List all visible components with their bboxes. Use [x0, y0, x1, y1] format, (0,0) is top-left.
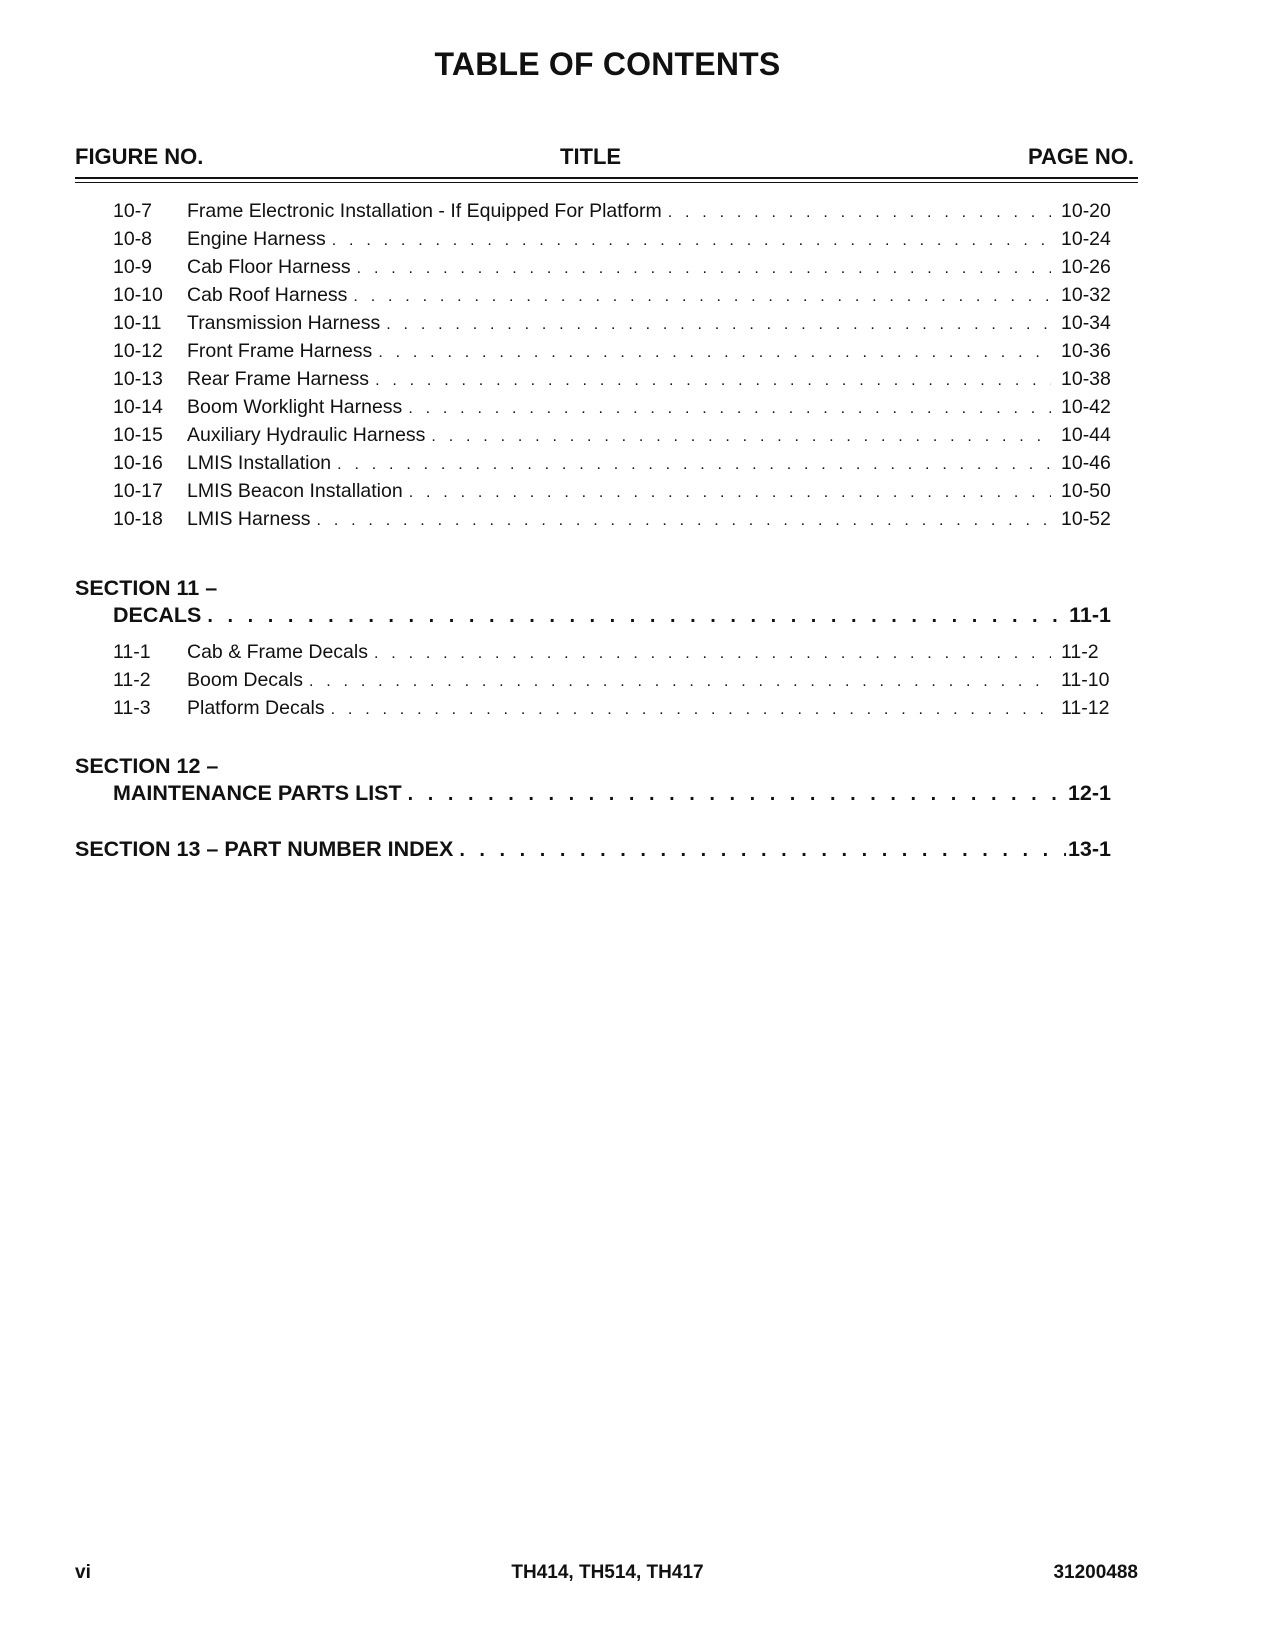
figure-title: Frame Electronic Installation - If Equipped For Platform [187, 200, 662, 222]
dot-leader [331, 701, 1051, 719]
toc-figure-row[interactable] [113, 284, 1123, 310]
figure-number: 10-9 [113, 256, 153, 278]
dot-leader [408, 400, 1051, 418]
figure-number: 10-13 [113, 368, 163, 390]
section-12-entry[interactable] [113, 781, 1111, 806]
footer-model-list: TH414, TH514, TH417 [511, 1562, 704, 1583]
figure-number: 10-10 [113, 284, 163, 306]
figure-page: 10-52 [1061, 508, 1111, 530]
header-rule-thin [75, 182, 1138, 183]
column-header-title: TITLE [560, 144, 622, 169]
dot-leader [409, 484, 1051, 502]
section-11-label: SECTION 11 – [75, 576, 218, 600]
figure-number: 10-12 [113, 340, 163, 362]
figure-title: Auxiliary Hydraulic Harness [187, 424, 426, 446]
figure-number: 10-17 [113, 480, 163, 502]
toc-figure-row[interactable] [113, 452, 1123, 478]
toc-figure-row[interactable] [113, 200, 1123, 226]
figure-page: 10-24 [1061, 228, 1111, 250]
figure-page: 10-44 [1061, 424, 1111, 446]
dot-leader [668, 204, 1051, 222]
figure-page: 10-46 [1061, 452, 1111, 474]
footer-page-number: vi [75, 1562, 91, 1583]
figure-page: 10-32 [1061, 284, 1111, 306]
figure-title: Front Frame Harness [187, 340, 373, 362]
toc-figure-row[interactable] [113, 228, 1123, 254]
column-header-page-no: PAGE NO. [1028, 144, 1134, 169]
toc-figure-row[interactable] [113, 396, 1123, 422]
dot-leader [317, 512, 1051, 530]
dot-leader [353, 288, 1051, 306]
section-12-title: MAINTENANCE PARTS LIST [113, 781, 402, 805]
toc-figure-row[interactable] [113, 312, 1123, 338]
figure-page: 10-20 [1061, 200, 1111, 222]
figure-number: 10-15 [113, 424, 163, 446]
toc-figure-row[interactable] [113, 340, 1123, 366]
figure-title: Boom Decals [187, 669, 303, 691]
dot-leader [408, 783, 1066, 806]
dot-leader [459, 839, 1066, 862]
dot-leader [374, 645, 1051, 663]
dot-leader [378, 344, 1051, 362]
figure-number: 10-8 [113, 228, 153, 250]
figure-page: 11-2 [1061, 641, 1099, 663]
figure-number: 10-18 [113, 508, 163, 530]
dot-leader [337, 456, 1051, 474]
section-13-entry[interactable] [75, 837, 1111, 862]
dot-leader [386, 316, 1051, 334]
figure-title: Transmission Harness [187, 312, 381, 334]
toc-figure-row[interactable] [113, 256, 1123, 282]
figure-page: 11-12 [1061, 697, 1110, 719]
toc-figure-row[interactable] [113, 697, 1123, 723]
footer-document-number: 31200488 [1053, 1562, 1138, 1583]
figure-page: 10-38 [1061, 368, 1111, 390]
section-11-page: 11-1 [1069, 603, 1111, 627]
figure-title: LMIS Beacon Installation [187, 480, 403, 502]
figure-number: 11-1 [113, 641, 151, 663]
section-12-page: 12-1 [1067, 781, 1111, 805]
dot-leader [431, 428, 1051, 446]
figure-page: 10-26 [1061, 256, 1111, 278]
section-11-title: DECALS [113, 603, 202, 627]
section-12-label: SECTION 12 – [75, 754, 219, 778]
figure-page: 10-34 [1061, 312, 1111, 334]
figure-number: 11-2 [113, 669, 151, 691]
figure-page: 11-10 [1061, 669, 1110, 691]
section-13-page: 13-1 [1067, 837, 1111, 861]
toc-figure-row[interactable] [113, 641, 1123, 667]
figure-title: Rear Frame Harness [187, 368, 370, 390]
dot-leader [357, 260, 1051, 278]
figure-page: 10-42 [1061, 396, 1111, 418]
figure-page: 10-50 [1061, 480, 1111, 502]
dot-leader [309, 673, 1051, 691]
section-13-title: SECTION 13 – PART NUMBER INDEX [75, 837, 454, 861]
figure-title: Platform Decals [187, 697, 325, 719]
figure-number: 11-3 [113, 697, 151, 719]
column-header-figure-no: FIGURE NO. [75, 144, 204, 169]
figure-number: 10-16 [113, 452, 163, 474]
figure-title: Cab & Frame Decals [187, 641, 368, 663]
figure-page: 10-36 [1061, 340, 1111, 362]
figure-number: 10-11 [113, 312, 162, 334]
dot-leader [332, 232, 1051, 250]
figure-title: LMIS Installation [187, 452, 332, 474]
dot-leader [375, 372, 1051, 390]
figure-title: Cab Floor Harness [187, 256, 351, 278]
toc-figure-row[interactable] [113, 480, 1123, 506]
figure-number: 10-7 [113, 200, 153, 222]
dot-leader [207, 605, 1067, 628]
toc-figure-row[interactable] [113, 669, 1123, 695]
page-title: TABLE OF CONTENTS [434, 46, 781, 82]
header-rule-thick [75, 177, 1138, 179]
figure-title: Cab Roof Harness [187, 284, 348, 306]
toc-figure-row[interactable] [113, 508, 1123, 534]
figure-title: Engine Harness [187, 228, 326, 250]
figure-number: 10-14 [113, 396, 163, 418]
toc-figure-row[interactable] [113, 368, 1123, 394]
figure-title: LMIS Harness [187, 508, 311, 530]
toc-figure-row[interactable] [113, 424, 1123, 450]
figure-title: Boom Worklight Harness [187, 396, 403, 418]
section-11-entry[interactable] [113, 603, 1111, 628]
